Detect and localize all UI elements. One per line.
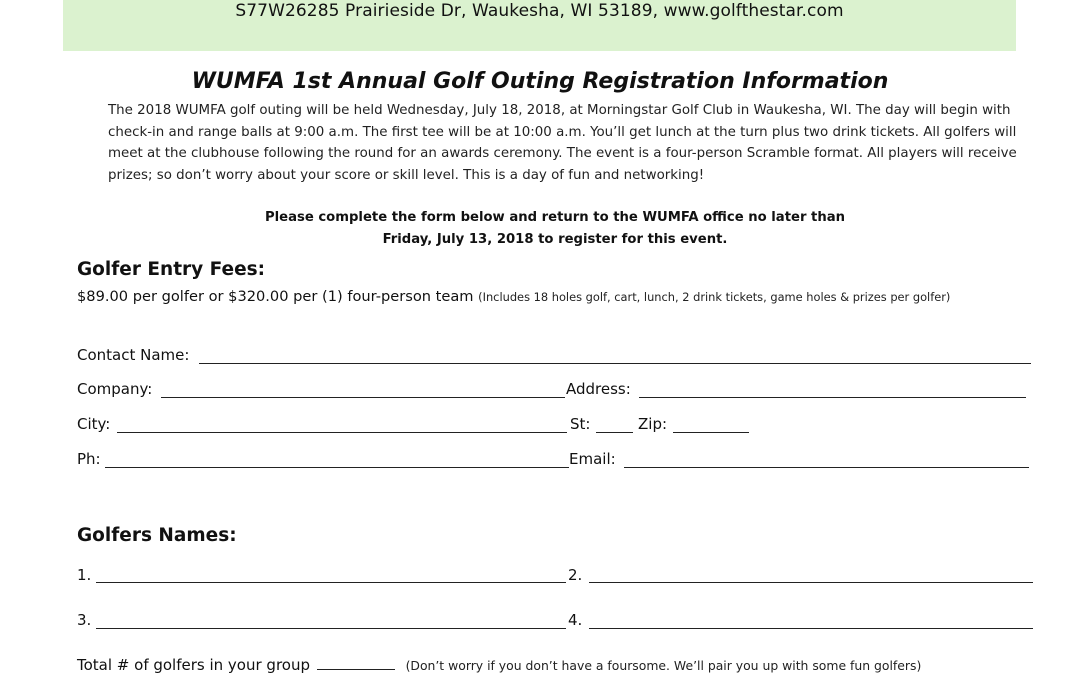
golfer-2-label: 2. bbox=[568, 566, 583, 584]
header-banner bbox=[63, 0, 1016, 51]
golfer-4-field[interactable] bbox=[589, 628, 1033, 629]
zip-label: Zip: bbox=[638, 415, 668, 433]
email-field[interactable] bbox=[624, 467, 1029, 468]
intro-paragraph: The 2018 WUMFA golf outing will be held Wednesday, July 18, 2018, at Morningstar Golf Club in Waukesha, WI. The day will begin with check-in and range balls at 9:00 a.m. The first tee will be at 10:00 a.m. You’ll get lunch at the turn plus two drink tickets. All golfers will meet at the clubhouse following the round for an awards ceremony. The event is a four-person Scramble format. All players will receive prizes; so don’t worry about your score or skill level. This is a day of fun and networking! bbox=[108, 103, 1017, 183]
golfer-1-label: 1. bbox=[77, 566, 92, 584]
instructions-line-1: Please complete the form below and return to the WUMFA office no later than bbox=[264, 210, 846, 225]
banner-address: S77W26285 Prairieside Dr, Waukesha, WI 53189, www.golfthestar.com bbox=[235, 1, 844, 21]
phone-label: Ph: bbox=[77, 450, 101, 468]
address-label: Address: bbox=[566, 380, 631, 398]
email-label: Email: bbox=[569, 450, 616, 468]
page-title: WUMFA 1st Annual Golf Outing Registration Information bbox=[191, 69, 889, 94]
golfers-heading: Golfers Names: bbox=[77, 525, 237, 546]
total-golfers-note: (Don’t worry if you don’t have a foursome. We’ll pair you up with some fun golfers) bbox=[405, 658, 922, 673]
total-golfers-label: Total # of golfers in your group bbox=[77, 656, 310, 674]
golfer-3-field[interactable] bbox=[96, 628, 566, 629]
instructions bbox=[0, 207, 1080, 250]
city-field[interactable] bbox=[117, 432, 567, 433]
fees-line bbox=[77, 288, 1077, 305]
zip-field[interactable] bbox=[673, 432, 749, 433]
address-field[interactable] bbox=[639, 397, 1026, 398]
company-label: Company: bbox=[77, 380, 153, 398]
fees-heading: Golfer Entry Fees: bbox=[77, 259, 266, 280]
company-field[interactable] bbox=[161, 397, 565, 398]
contact-name-field[interactable] bbox=[199, 363, 1031, 364]
phone-field[interactable] bbox=[105, 467, 569, 468]
total-golfers-row bbox=[77, 656, 921, 674]
golfer-3-label: 3. bbox=[77, 611, 92, 629]
instructions-line-2: Friday, July 13, 2018 to register for this event. bbox=[382, 231, 728, 247]
fees-note: (Includes 18 holes golf, cart, lunch, 2 drink tickets, game holes & prizes per golfer) bbox=[478, 290, 951, 304]
fees-price: $89.00 per golfer or $320.00 per (1) four-person team bbox=[77, 288, 474, 305]
state-field[interactable] bbox=[596, 432, 633, 433]
golfer-4-label: 4. bbox=[568, 611, 583, 629]
contact-name-label: Contact Name: bbox=[77, 346, 190, 364]
golfer-1-field[interactable] bbox=[96, 582, 566, 583]
total-golfers-field[interactable] bbox=[317, 656, 395, 670]
city-label: City: bbox=[77, 415, 111, 433]
state-label: St: bbox=[570, 415, 591, 433]
golfer-2-field[interactable] bbox=[589, 582, 1033, 583]
